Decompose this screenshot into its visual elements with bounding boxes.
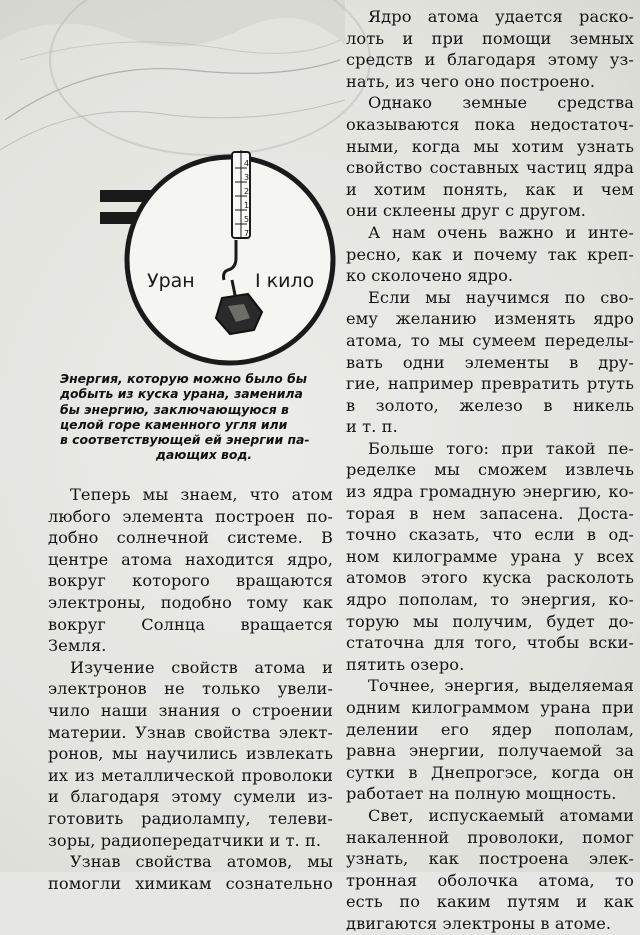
caption-line: целой горе каменного угля или [60, 416, 288, 432]
text-line: атома, то мы сумеем переделы- [346, 330, 634, 350]
text-line: А нам очень важно и инте- [368, 222, 634, 242]
text-line: сутки в Днепрогэсе, когда он [346, 762, 634, 782]
text-line: ему желанию изменять ядро [346, 309, 634, 329]
text-line: они склеены друг с другом. [346, 201, 587, 221]
text-line: Ядро атома удается раско- [368, 7, 634, 26]
right-column [346, 6, 634, 935]
text-line: Больше того: при такой пе- [368, 438, 634, 458]
text-line: оказываются пока недостаточ- [346, 114, 634, 134]
caption-line: дающих вод. [155, 447, 253, 463]
text-line: и благодаря этому сумели из- [48, 787, 333, 807]
caption-line: в соответствующей ей энергии па- [60, 432, 310, 448]
caption-line: Энергия, которую можно было бы [60, 371, 307, 386]
text-line: свойство составных частиц ядра [346, 158, 634, 178]
label-one-kilo: I кило [255, 270, 315, 292]
text-line: точно сказать, что если в од- [346, 525, 634, 545]
text-line: любого элемента построен по- [48, 506, 333, 526]
uranium-illustration [0, 0, 345, 372]
gauge-number: 5 [244, 215, 250, 224]
text-line: вать одни элементы в дру- [346, 352, 634, 372]
gauge-number: 4 [244, 159, 250, 168]
text-line: статочна для того, чтобы вски- [346, 633, 634, 653]
text-line: торая в нем запасена. Доста- [346, 503, 634, 523]
text-line: их из металлической проволоки [48, 765, 333, 785]
text-line: торую мы получим, будет до- [346, 611, 634, 631]
text-line: одним килограммом урана при [346, 698, 634, 717]
text-line: материи. Узнав свойства элект- [48, 722, 333, 742]
text-line: электроны, подобно тому как [48, 592, 333, 612]
text-line: чило наши знания о строении [48, 700, 333, 720]
text-line: Точнее, энергия, выделяемая [368, 676, 634, 696]
text-line: Свет, испускаемый атомами [368, 805, 634, 825]
text-line: Однако земные средства [368, 93, 634, 113]
text-line: работает на полную мощность. [346, 784, 617, 804]
text-line: готовить радиолампу, телеви- [48, 808, 333, 828]
text-line: двигаются электроны в атоме. [346, 913, 612, 933]
text-line: зоры, радиопередатчики и т. п. [48, 830, 322, 850]
text-line: Изучение свойств атома и [70, 657, 333, 677]
caption-line: добыть из куска урана, заменила [60, 386, 303, 402]
text-line: в золото, железо в никель [346, 395, 634, 415]
figure-caption [60, 371, 348, 463]
gauge-number: 3 [244, 173, 250, 182]
text-line: лоть и при помощи земных [346, 28, 634, 48]
text-line: ронов, мы научились извлекать [48, 744, 333, 764]
gauge-number: 2 [244, 187, 250, 196]
text-line: узнать, как построена элек- [346, 849, 634, 869]
text-line: вокруг которого вращаются [48, 571, 333, 591]
text-line: ределке мы сможем извлечь [346, 460, 634, 480]
illustration-drawing [0, 0, 345, 372]
left-column [48, 484, 333, 894]
text-line: Теперь мы знаем, что атом [70, 485, 333, 504]
text-line: вокруг Солнца вращается [48, 614, 333, 634]
text-line: ядро пополам, то энергия, ко- [346, 590, 634, 610]
text-line: и т. п. [346, 417, 398, 437]
text-line: равна энергии, получаемой за [346, 741, 634, 761]
label-uranium: Уран [147, 270, 195, 292]
text-line: атомов этого куска расколоть [346, 568, 634, 588]
gauge-number: 7 [244, 229, 250, 238]
text-line: добно солнечной системе. В [48, 528, 333, 548]
text-line: делении его ядер пополам, [346, 719, 634, 739]
text-line: помогли химикам сознательно [48, 873, 333, 893]
text-line: есть по каким путям и как [346, 892, 634, 912]
text-line: электронов не только увели- [48, 679, 333, 699]
text-line: ными, когда мы хотим узнать [346, 136, 634, 156]
text-line: ко сколочено ядро. [346, 266, 514, 286]
text-line: ресно, как и почему так креп- [346, 244, 634, 264]
text-line: Узнав свойства атомов, мы [70, 852, 333, 872]
text-line: пятить озеро. [346, 654, 465, 674]
text-line: центре атома находится ядро, [48, 549, 333, 569]
text-line: накаленной проволоки, помог [346, 827, 634, 847]
text-line: средств и благодаря этому уз- [346, 50, 634, 70]
caption-line: бы энергию, заключающуюся в [60, 401, 289, 417]
text-line: Если мы научимся по сво- [368, 287, 634, 307]
text-line: из ядра громадную энергию, ко- [346, 482, 634, 502]
gauge-number: 1 [244, 201, 250, 210]
text-line: гие, например превратить ртуть [346, 374, 634, 394]
text-line: Земля. [48, 636, 107, 656]
text-line: тронная оболочка атома, то [346, 870, 634, 890]
text-line: ном килограмме урана у всех [346, 546, 634, 566]
text-line: и хотим понять, как и чем [346, 179, 634, 199]
text-line: нать, из чего оно построено. [346, 71, 596, 91]
